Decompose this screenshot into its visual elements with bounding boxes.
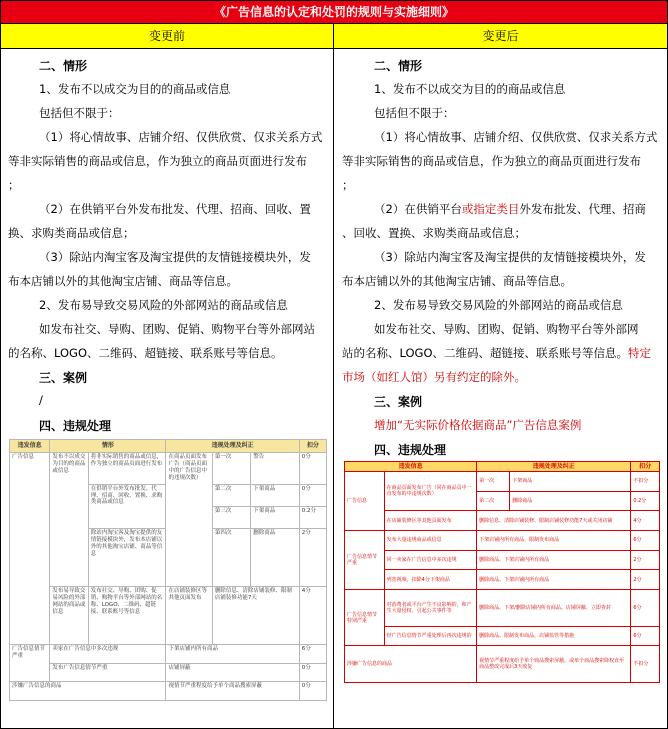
table-cell: 下架商品 <box>251 507 299 529</box>
table-cell: 下架商品 <box>251 484 299 506</box>
table-cell: 经广告信息情节严重处理后再次违规的 <box>384 626 477 646</box>
table-cell: 下架商品 <box>510 472 631 492</box>
rule-text: （1）将心情故事、店铺介绍、仅供欣赏、仅求关系方式 <box>374 130 658 144</box>
table-header: 违规处理及纠正 <box>477 462 631 472</box>
rule-text: （3）除站内淘宝客及淘宝提供的友情链接模块外，发 <box>39 250 311 264</box>
table-cell: 6分 <box>631 590 660 627</box>
table-cell: 广告信息 <box>345 472 385 531</box>
table-cell: 第四次 <box>212 529 250 587</box>
column-after <box>334 49 667 728</box>
table-cell: 同一卖家在广告信息中多次违规 <box>384 550 477 570</box>
table-cell: 在商品页面发布广告（商品页面中的广告信息中的违规次数） <box>166 453 212 587</box>
table-cell: 在店铺装修区等其他页面发布 <box>384 511 477 531</box>
rule-text: 、回收、置换、求购类商品或信息； <box>342 226 526 240</box>
table-cell: 4分 <box>299 587 326 645</box>
table-cell: 6分 <box>631 531 660 551</box>
rule-text: 布本店铺以外的其他淘宝店铺、商品等信息。 <box>8 274 238 288</box>
table-cell: 删除信息、清除店铺装修、限制店铺装修功能7天 <box>212 587 299 645</box>
rule-text: ； <box>342 178 354 192</box>
rule-text: ； <box>8 178 20 192</box>
rule-text: （1）将心情故事、店铺介绍、仅供欣赏、仅求关系方式 <box>39 130 323 144</box>
table-cell: 下架店铺内所有商品 <box>166 644 299 663</box>
table-cell: 第三次 <box>212 507 250 529</box>
column-before <box>1 49 334 728</box>
table-cell: 发布社交、导购、团购、促销、购物平台等外部网站的名称、LOGO、二维码、超链接、联系账号等信息 <box>88 587 166 645</box>
table-cell: 删除商品 <box>251 529 299 587</box>
table-cell: 卖家在广告信息中多次违规 <box>50 644 166 663</box>
added-text: 或指定类目 <box>461 202 520 216</box>
table-cell: 发布广告信息情节严重 <box>50 663 166 682</box>
table-cell: 广告信息情节严重 <box>345 531 385 590</box>
table-cell: 警告 <box>251 453 299 485</box>
rule-text: 等非实际销售的商品或信息，作为独立的商品页面进行发布 <box>8 154 307 168</box>
table-header: 情形 <box>50 440 166 453</box>
section-heading: 三、案例 <box>39 371 88 385</box>
table-cell: 删除商品、限制发布商品、店铺监管等措施 <box>477 626 631 646</box>
rule-item: 2、发布易导致交易风险的外部网站的商品或信息 <box>374 298 623 312</box>
rule-text-part: （2）在供销平台 <box>374 202 462 216</box>
table-cell: 广告信息情节特别严重 <box>345 590 385 646</box>
table-header: 扣分 <box>299 440 326 453</box>
table-cell: 不扣分 <box>631 646 660 683</box>
rule-item: 1、发布不以成交为目的的商品或信息 <box>39 82 231 96</box>
table-cell: 第一次 <box>477 472 510 492</box>
table-cell: 2分 <box>299 529 326 587</box>
table-cell: 2分 <box>631 570 660 590</box>
table-cell: 0分 <box>299 663 326 682</box>
table-header: 违发信息 <box>10 440 50 453</box>
rule-text: 换、求购类商品或信息； <box>8 226 135 240</box>
table-cell: 2分 <box>631 550 660 570</box>
table-header: 违发信息 <box>345 462 477 472</box>
penalty-table-after <box>344 461 660 683</box>
table-cell: 删除商品、下架店铺内所有商品 <box>477 570 631 590</box>
table-cell: 下架店铺内所有商品、限制发布商品 <box>477 531 631 551</box>
rule-text <box>342 345 651 361</box>
rule-text: 如发布社交、导购、团购、促销、购物平台等外部网站 <box>39 322 315 336</box>
table-cell: 在店铺装修区等其他页面发布 <box>166 587 212 645</box>
rule-text: 包括但不限于： <box>39 106 120 120</box>
table-cell: 删除信息、清除店铺装修、限制店铺装修功能7天或关闭店铺 <box>477 511 631 531</box>
table-cell: 0.2分 <box>299 507 326 529</box>
section-heading: 二、情形 <box>374 59 423 73</box>
case-text: / <box>39 393 43 407</box>
table-cell: 0分 <box>299 453 326 485</box>
rule-item: 2、发布易导致交易风险的外部网站的商品或信息 <box>39 298 288 312</box>
rule-text: 的名称、LOGO、二维码、超链接、联系账号等信息。 <box>8 346 283 360</box>
rule-text-part: 站的名称、LOGO、二维码、超链接、联系账号等信息。 <box>342 346 629 360</box>
table-cell: 视情节严重程度给予单个商品搜索屏蔽 <box>166 682 299 701</box>
added-text: 市场（如红人馆）另有约定的除外。 <box>342 370 526 384</box>
table-cell: 不扣分 <box>631 472 660 492</box>
added-case-text: 增加“无实际价格依据商品”广告信息案例 <box>374 418 582 432</box>
rule-text-part: 外发布批发、代理、招商 <box>519 202 646 216</box>
table-cell: 0分 <box>299 682 326 701</box>
header-after: 变更后 <box>334 23 667 49</box>
table-cell: 6分 <box>299 644 326 663</box>
table-cell: 广告信息情节严重 <box>10 644 50 681</box>
table-cell: 4分 <box>631 511 660 531</box>
section-heading: 四、违规处理 <box>39 419 112 433</box>
table-cell: 视情节严重程度给予单个商品搜索屏蔽，或单个商品搜索降权直至商品整改完成后3天收复 <box>477 646 631 683</box>
table-cell: 涉嫌广告信息的商品 <box>10 682 166 701</box>
table-cell: 第一次 <box>212 453 250 485</box>
table-cell: 删除商品、下架/删除店铺内所有商品、店铺屏蔽、立即查封 <box>477 590 631 627</box>
table-cell: 第二次 <box>477 491 510 511</box>
table-cell: 将非实际销售的商品或信息，作为独立的商品页面进行发布 <box>88 453 166 485</box>
table-cell: 列宽视频，扣除4分下架商品 <box>384 570 477 590</box>
rule-text: （3）除站内淘宝客及淘宝提供的友情链接模块外，发 <box>374 250 646 264</box>
section-heading: 四、违规处理 <box>374 443 447 457</box>
table-cell: 除站内淘宝客及淘宝提供的友情链接模块外，发布本店铺以外的其他淘宝店铺、商品等信息 <box>88 529 166 587</box>
header-before: 变更前 <box>1 23 334 49</box>
table-cell: 对消费者或平台产生不良影响的，和产生大量侵权、引起公关事件等 <box>384 590 477 627</box>
table-cell: 在商品页面发布广告（同在商品页中一直发布的中违规次数） <box>384 472 477 511</box>
table-cell: 0分 <box>299 484 326 506</box>
table-header: 扣分 <box>631 462 660 472</box>
table-header: 违规处理及纠正 <box>166 440 299 453</box>
table-cell: 店铺屏蔽 <box>166 663 299 682</box>
section-heading: 三、案例 <box>374 395 423 409</box>
table-cell: 发布大量违规商品或信息 <box>384 531 477 551</box>
rule-text: 包括但不限于： <box>374 106 455 120</box>
table-cell: 删除商品、下架店铺内所有商品 <box>477 550 631 570</box>
table-cell: 6分 <box>631 626 660 646</box>
rule-text: 布本店铺以外的其他淘宝店铺、商品等信息。 <box>342 274 572 288</box>
table-cell: 广告信息 <box>10 453 50 645</box>
table-cell: 0.2分 <box>631 491 660 511</box>
rule-text: （2）在供销平台外发布批发、代理、招商、回收、置 <box>39 202 311 216</box>
table-cell: 发布不以成交为目的的商品或信息 <box>50 453 88 587</box>
document-title: 《广告信息的认定和处罚的规则与实施细则》 <box>1 1 667 23</box>
table-cell: 涉嫌广告信息的商品 <box>345 646 477 683</box>
section-heading: 二、情形 <box>39 59 88 73</box>
added-text: 特定 <box>628 346 652 360</box>
rule-text: 如发布社交、导购、团购、促销、购物平台等外部网 <box>374 322 639 336</box>
rule-item: 1、发布不以成交为目的的商品或信息 <box>374 82 566 96</box>
table-cell: 在供销平台外发布批发、代理、招商、回收、置换、求购类商品或信息 <box>88 484 166 529</box>
table-cell: 发布易导致交易风险的外部网站的商品或信息 <box>50 587 88 645</box>
penalty-table-before <box>9 439 327 701</box>
table-cell: 第二次 <box>212 484 250 506</box>
table-cell: 删除商品 <box>510 491 631 511</box>
rule-text <box>374 201 646 217</box>
rule-text: 等非实际销售的商品或信息，作为独立的商品页面进行发布 <box>342 154 641 168</box>
